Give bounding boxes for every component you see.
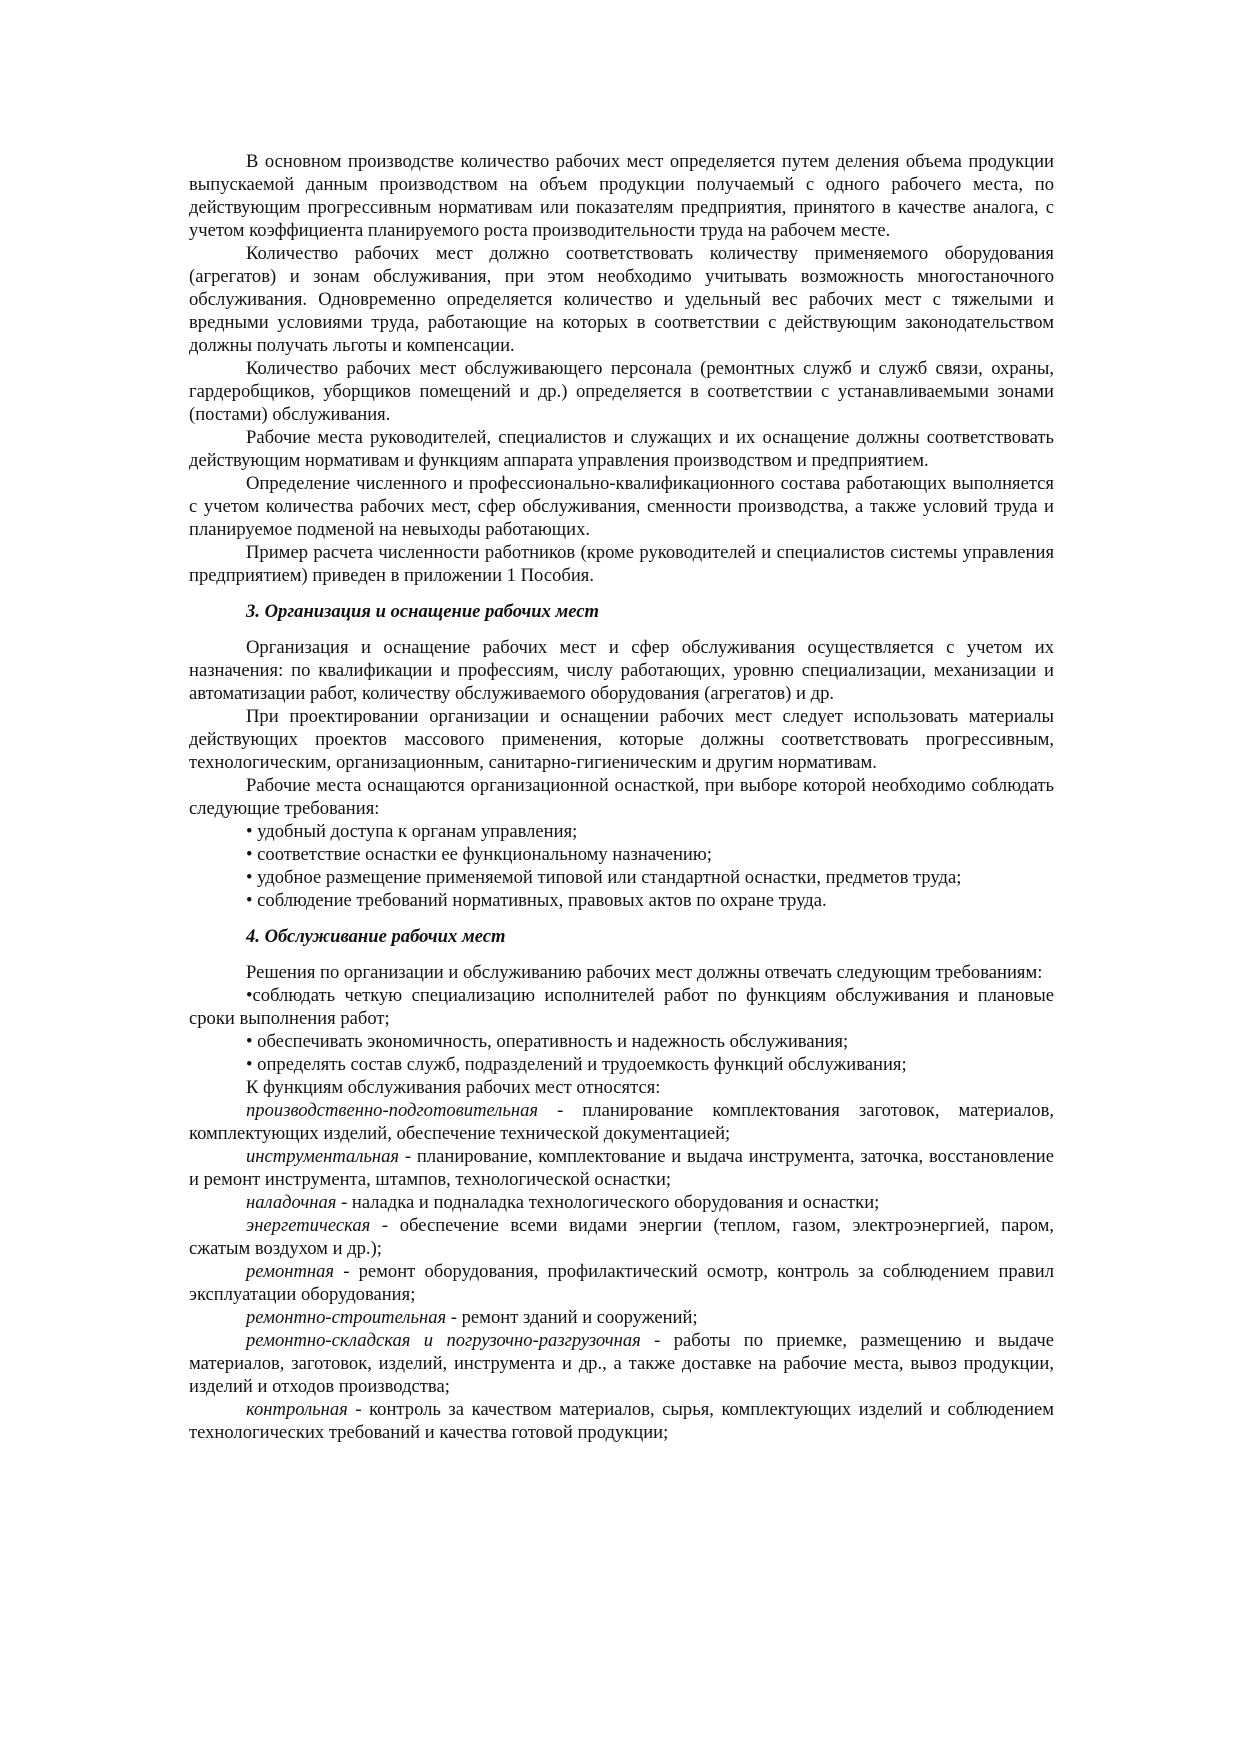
function-desc: - наладка и подналадка технологического оборудования и оснастки; (336, 1192, 880, 1213)
function-term: производственно-подготовительная (246, 1100, 539, 1121)
function-term: ремонтная (246, 1261, 335, 1282)
function-term: инструментальная (246, 1146, 400, 1167)
function-desc: - ремонт оборудования, профилактический осмотр, контроль за соблюдением правил эксплуатации оборудования; (189, 1261, 1054, 1305)
function-term: наладочная (246, 1192, 337, 1213)
function-item (189, 1214, 1054, 1260)
function-desc: - работы по приемке, размещению и выдаче материалов, заготовок, изделий, инструмента и др., а также доставке на рабочие места, вывоз продукции, изделий и отходов производства; (189, 1330, 1054, 1397)
function-item (189, 1329, 1054, 1398)
section-heading: 3. Организация и оснащение рабочих мест (246, 601, 600, 622)
paragraph: Рабочие места оснащаются организационной оснасткой, при выборе которой необходимо соблюдать следующие требования: (189, 775, 1054, 819)
function-desc: - планирование, комплектование и выдача инструмента, заточка, восстановление и ремонт инструмента, штампов, технологической оснастки; (189, 1146, 1054, 1190)
bullet-item: •соблюдать четкую специализацию исполнителей работ по функциям обслуживания и плановые сроки выполнения работ; (189, 985, 1054, 1029)
section-heading: 4. Обслуживание рабочих мест (246, 926, 506, 947)
function-item (189, 1099, 1054, 1145)
function-desc: - планирование комплектования заготовок, материалов, комплектующих изделий, обеспечение технической документацией; (189, 1100, 1054, 1144)
function-term: ремонтно-складская и погрузочно-разгрузочная (246, 1330, 641, 1351)
function-term: ремонтно-строительная (246, 1307, 447, 1328)
bullet-item: • удобное размещение применяемой типовой или стандартной оснастки, предметов труда; (246, 867, 962, 888)
paragraph: При проектировании организации и оснащении рабочих мест следует использовать материалы действующих проектов массового применения, которые должны соответствовать прогрессивным, технологическим, организационным, санитарно-гигиеническим и другим нормативам. (189, 706, 1054, 773)
function-item (189, 1398, 1054, 1444)
function-item (189, 1145, 1054, 1191)
bullet-item: • обеспечивать экономичность, оперативность и надежность обслуживания; (246, 1031, 849, 1052)
function-item (189, 1260, 1054, 1306)
function-item (189, 1191, 1054, 1214)
bullet-item: • соблюдение требований нормативных, правовых актов по охране труда. (246, 890, 827, 911)
function-desc: - ремонт зданий и сооружений; (446, 1307, 698, 1328)
bullet-item: • соответствие оснастки ее функциональному назначению; (246, 844, 712, 865)
paragraph: Пример расчета численности работников (кроме руководителей и специалистов системы управления предприятием) приведен в приложении 1 Пособия. (189, 542, 1054, 586)
function-term: энергетическая (246, 1215, 371, 1236)
paragraph: Количество рабочих мест должно соответствовать количеству применяемого оборудования (агрегатов) и зонам обслуживания, при этом необходимо учитывать возможность многостаночного обслуживания. Одновременно определяется количество и удельный вес рабочих мест с тяжелыми и вредными условиями труда, работающие на которых в соответствии с действующим законодательством должны получать льготы и компенсации. (189, 243, 1054, 356)
paragraph: К функциям обслуживания рабочих мест относятся: (246, 1077, 661, 1098)
bullet-item: • определять состав служб, подразделений и трудоемкость функций обслуживания; (246, 1054, 907, 1075)
function-desc: - обеспечение всеми видами энергии (теплом, газом, электроэнергией, паром, сжатым воздухом и др.); (189, 1215, 1054, 1259)
function-term: контрольная (246, 1399, 348, 1420)
paragraph: Определение численного и профессионально-квалификационного состава работающих выполняется с учетом количества рабочих мест, сфер обслуживания, сменности производства, а также условий труда и планируемое подменой на невыходы работающих. (189, 473, 1054, 540)
paragraph: Рабочие места руководителей, специалистов и служащих и их оснащение должны соответствовать действующим нормативам и функциям аппарата управления производством и предприятием. (189, 427, 1054, 471)
paragraph: Количество рабочих мест обслуживающего персонала (ремонтных служб и служб связи, охраны, гардеробщиков, уборщиков помещений и др.) определяется в соответствии с устанавливаемыми зонами (постами) обслуживания. (189, 358, 1054, 425)
bullet-item: • удобный доступа к органам управления; (246, 821, 578, 842)
paragraph: Организация и оснащение рабочих мест и сфер обслуживания осуществляется с учетом их назначения: по квалификации и профессиям, числу работающих, уровню специализации, механизации и автоматизации работ, количеству обслуживаемого оборудования (агрегатов) и др. (189, 637, 1054, 704)
paragraph: Решения по организации и обслуживанию рабочих мест должны отвечать следующим требованиям: (246, 962, 1043, 983)
function-desc: - контроль за качеством материалов, сырья, комплектующих изделий и соблюдением технологических требований и качества готовой продукции; (189, 1399, 1054, 1443)
paragraph: В основном производстве количество рабочих мест определяется путем деления объема продукции выпускаемой данным производством на объем продукции получаемый с одного рабочего места, по действующим прогрессивным нормативам или показателям предприятия, принятого в качестве аналога, с учетом коэффициента планируемого роста производительности труда на рабочем месте. (189, 151, 1054, 241)
document-page (189, 150, 1054, 1444)
function-item (189, 1306, 1054, 1329)
